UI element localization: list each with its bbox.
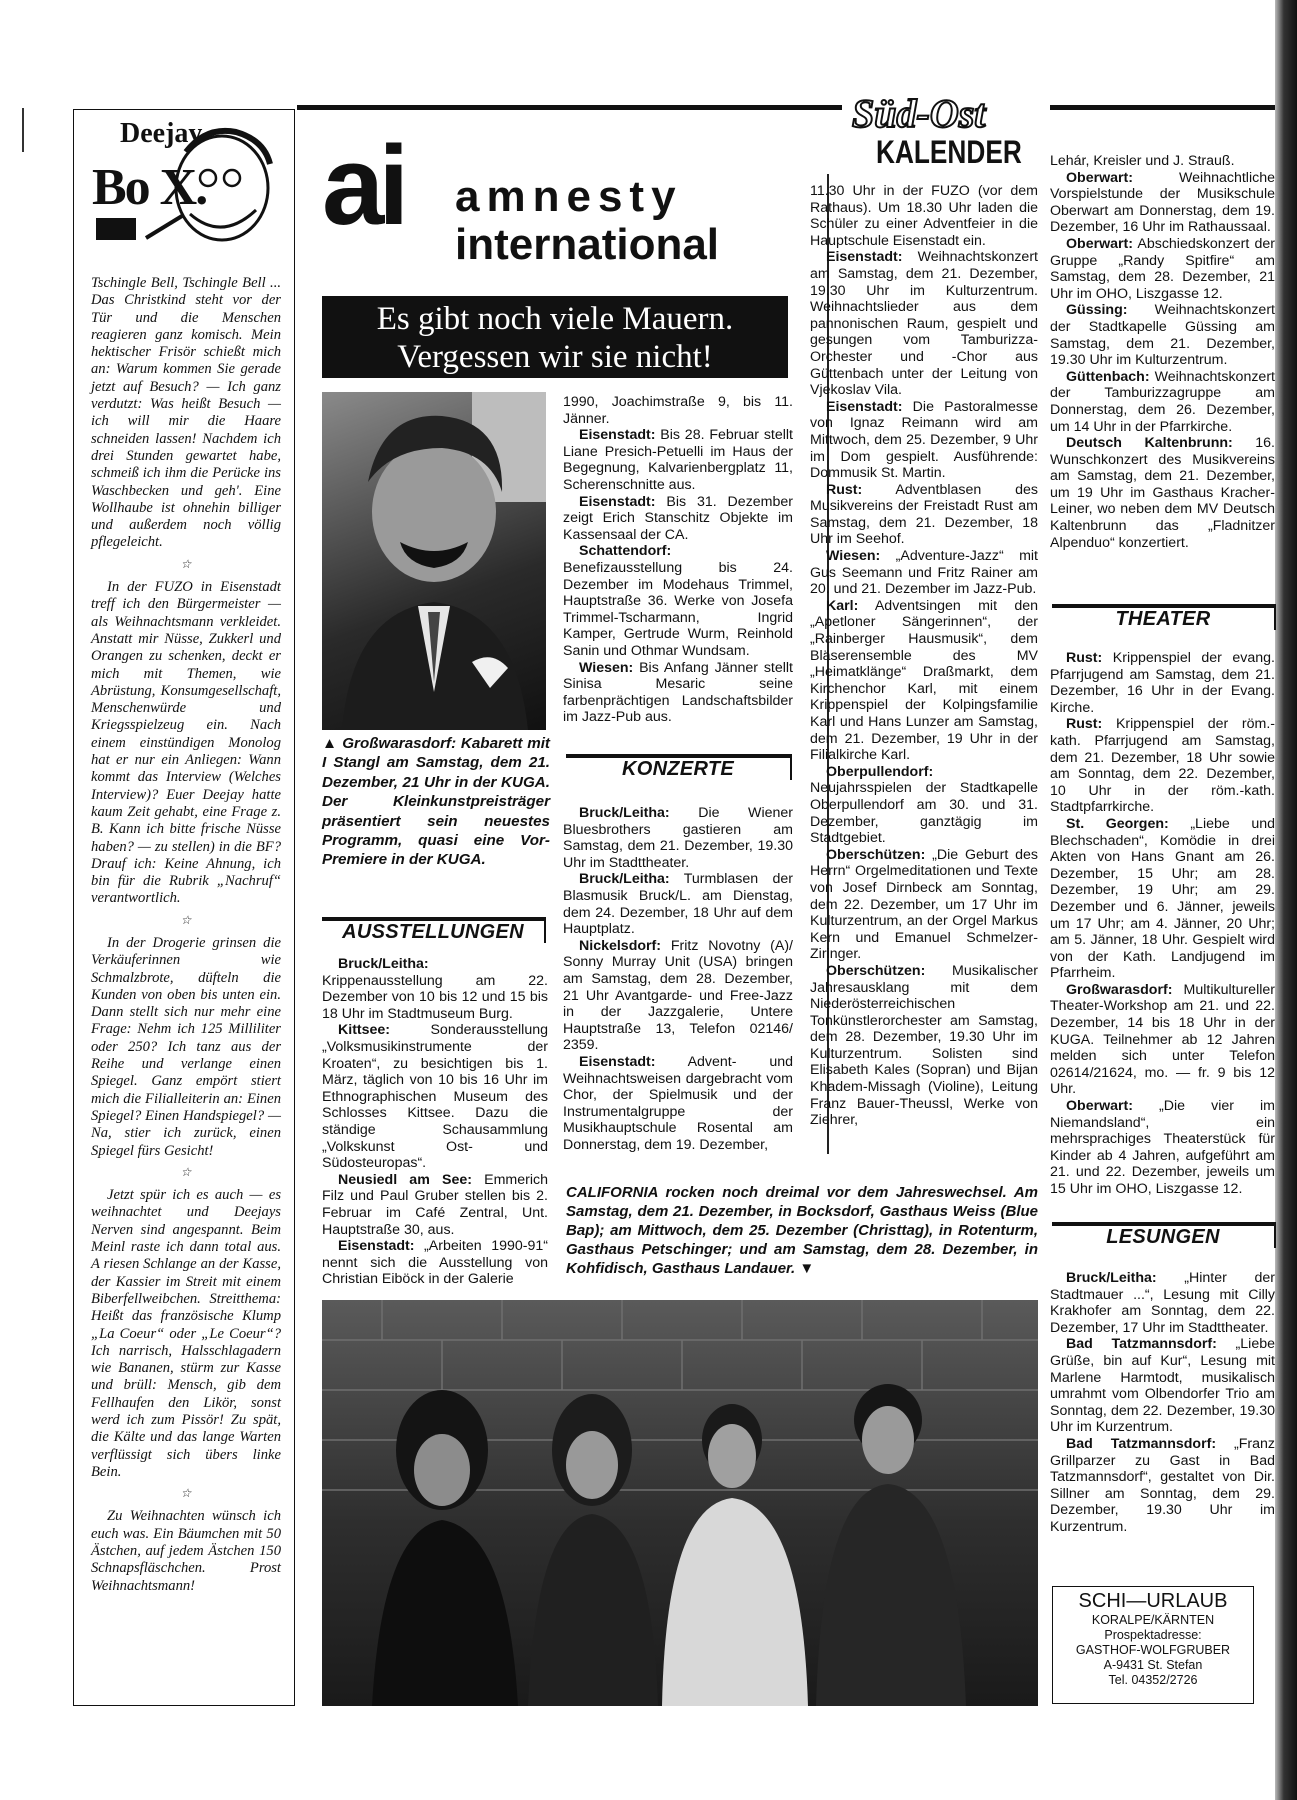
star-icon: ☆ xyxy=(180,1164,192,1179)
entry-place: Rust: xyxy=(1066,650,1103,666)
entry-place: Rust: xyxy=(1066,716,1103,733)
konzerte-title: KONZERTE xyxy=(614,758,742,781)
deejay-box-logo xyxy=(86,118,282,266)
ad-line4: Tel. 04352/2726 xyxy=(1108,1673,1198,1687)
entry-place: St. Georgen: xyxy=(1066,815,1169,832)
entry-text: Turmblasen der Blasmusik Bruck/L. am Dienstag, dem 24. Dezember, 18 Uhr auf dem Hauptplatz. xyxy=(563,871,793,938)
entry-place: Bruck/Leitha: xyxy=(579,805,670,821)
entry-place: Bruck/Leitha: xyxy=(579,871,670,888)
band-image xyxy=(322,1300,1038,1706)
entry-text: Sonderausstellung „Volksmusikinstrumente der Kroaten“, zu besichtigen bis 1. März, täglich von 10 bis 16 Uhr im Ethnographischen Museum des Schlosses Kittsee. Dazu die ständige Schausammlung „Volkskunst Ost- und Südosteuropas“. xyxy=(322,1022,548,1172)
entry-place: Bruck/Leitha: xyxy=(1066,1270,1157,1286)
entry-text: Advent- und Weihnachtsweisen dargebracht vom Chor, der Spielmusik und der Instrumentalgruppe der Musikhauptschule Rosental am Donnerstag, dem 19. Dezember, xyxy=(563,1053,793,1153)
mid-lead: 1990, Joachimstraße 9, bis 11. Jänner. xyxy=(563,394,793,427)
entry-text: Die Wiener Bluesbrothers gastieren am Samstag, dem 21. Dezember, 19.30 Uhr im Stadttheater. xyxy=(563,805,793,871)
entry-text: Fritz Novotny (A)/ Sonny Murray Unit (USA) bringen am Samstag, dem 28. Dezember, 21 Uhr Avantgarde- und Free-Jazz in der Jazzgalerie, Untere Hauptstraße 13, Telefon 02146/ 2359. xyxy=(563,937,793,1054)
amnesty-name-line1: amnesty xyxy=(455,172,683,221)
lesungen-text xyxy=(1050,1270,1275,1536)
amnesty-logo: ai xyxy=(322,123,404,248)
entry-place: Nickelsdorf: xyxy=(579,937,661,954)
deejay-paragraph: Jetzt spür ich es auch — es weihnachtet und Deejays Nerven sind angespannt. Beim Meinl raste ich dann total aus. A riesen Schlange an der Kasse, der Kassier im Streit mit einem Biberfellweibchen. Streitthema: Heißt das französische Klump „La Coeur“ oder „Le Coeur“? Ich narrisch, Halsschlagadern wie Bananen, stürm zur Kasse und brüll: Mensch, gib dem Fellhaufen den Likör, sonst werd ich zum Pissör! Zu spät, die Kälte und das lange Warten verflüssigt sich übers linke Bein. xyxy=(91,1187,281,1480)
entry-text: „Die Geburt des Herrn“ Orgelmeditationen und Texte von Josef Dirnbeck am Sonntag, dem 22. Dezember, um 17 Uhr im Kulturzentrum, an der Orgel Markus Kern und Emanuel Schmelzer-Ziringer. xyxy=(810,846,1038,963)
entry-text: „Franz Grillparzer zu Gast in Bad Tatzmannsdorf“, gestaltet von Dir. Sillner am Sonntag, dem 29. Dezember, 19.30 Uhr im Kurzentrum. xyxy=(1050,1435,1275,1535)
entry-text: „Die vier im Niemandsland“, ein mehrsprachiges Theaterstück für Kinder ab 4 Jahren, aufgeführt am 21. und 22. Dezember, jeweils um 15 Uhr im OHO, Liszgasse 12. xyxy=(1050,1098,1275,1197)
entry-text: „Liebe Grüße, bin auf Kur“, Lesung mit Marlene Harmtodt, musikalisch umrahmt vom Olbendorfer Trio am Sonntag, dem 22. Dezember, 19.30 Uhr im Kurzentrum. xyxy=(1050,1336,1275,1436)
entry-place: Güttenbach: xyxy=(1066,368,1150,385)
entry-place: Neusiedl am See: xyxy=(338,1171,472,1188)
lesungen-header xyxy=(1052,1222,1276,1248)
amnesty-banner-line1: Es gibt noch viele Mauern. xyxy=(376,301,734,337)
entry-place: Eisenstadt: xyxy=(826,398,903,415)
ausstellungen-header xyxy=(322,917,546,943)
entry-place: Oberschützen: xyxy=(826,846,926,863)
entry-text: Adventblasen des Musikvereins der Freistadt Rust am Samstag, dem 21. Dezember, 18 Uhr im Seehof. xyxy=(810,481,1038,548)
entry-text: Emmerich Filz und Paul Gruber stellen bis 2. Februar im Café Zentral, Unt. Hauptstraße 30, aus. xyxy=(322,1171,548,1238)
lesungen-title: LESUNGEN xyxy=(1098,1226,1228,1249)
col4-lead: 11.30 Uhr in der FUZO (vor dem Rathaus). Um 18.30 Uhr laden die Schüler zu einer Adventfeier in die Hauptschule Eisenstadt ein. xyxy=(810,183,1038,249)
kalender-brand xyxy=(842,92,1052,172)
col5-text xyxy=(1050,153,1275,551)
entry-place: Oberwart: xyxy=(1066,235,1134,252)
ausstellungen-title: AUSSTELLUNGEN xyxy=(334,921,532,944)
konzerte-header xyxy=(566,754,792,780)
mid-column-text xyxy=(563,394,793,726)
entry-text: Multikultureller Theater-Workshop am 21. und 22. Dezember, 14 bis 18 Uhr in der KUGA. Teilnehmer ab 12 Jahren melden sich unter Telefon 02614/21624, mo. — fr. 9 bis 12 Uhr. xyxy=(1050,981,1275,1098)
konzerte-text xyxy=(563,805,793,1153)
entry-text: Abschiedskonzert der Gruppe „Randy Spitfire“ am Samstag, dem 28. Dezember, 21 Uhr im OHO, Liszgasse 12. xyxy=(1050,235,1275,302)
deejay-logo-top: Deejay xyxy=(120,118,203,149)
entry-text: Bis 28. Februar stellt Liane Presich-Petuelli im Haus der Begegnung, Kalvarienbergplatz 11, Scherenschnitte aus. xyxy=(563,427,793,493)
entry-text: Bis Anfang Jänner stellt Sinisa Mesaric seine farbenprächtigen Landschaftsbilder im Jazz-Pub aus. xyxy=(563,659,793,726)
col5-lead: Lehár, Kreisler und J. Strauß. xyxy=(1050,153,1235,169)
kabarett-caption: ▲ Großwarasdorf: Kabarett mit I Stangl am Samstag, dem 21. Dezember, 21 Uhr in der KUGA. Der Kleinkunstpreisträger präsentiert sein neuestes Programm, quasi eine Vor-Premiere in der KUGA. xyxy=(322,735,550,869)
entry-place: Eisenstadt: xyxy=(826,249,903,266)
entry-place: Oberwart: xyxy=(1066,169,1134,186)
theater-header xyxy=(1052,604,1276,630)
theater-text xyxy=(1050,650,1275,1198)
entry-place: Schattendorf: xyxy=(579,543,672,560)
entry-place: Deutsch Kaltenbrunn: xyxy=(1066,435,1233,452)
ad-line2: GASTHOF-WOLFGRUBER xyxy=(1075,1643,1231,1657)
entry-place: Güssing: xyxy=(1066,302,1128,319)
entry-place: Oberschützen: xyxy=(826,962,926,979)
entry-text: Weihnachtskonzert der Stadtkapelle Güssing am Samstag, dem 21. Dezember, 19.30 Uhr im Kulturzentrum. xyxy=(1050,302,1275,369)
amnesty-name-line2: international xyxy=(455,220,720,269)
deejay-paragraph: In der FUZO in Eisenstadt treff ich den Bürgermeister — als Weihnachtsmann verkleidet. Anstatt mir Nüsse, Zukkerl und Orangen zu schenken, deckt er mich mit Themen, wie Abrüstung, Konsumgesellschaft, Menschenwürde und Kriegsspielzeug ein. Nach einem einstündigen Monolog hat er nur ein Anliegen: Wann kommt das Interview (Welches Interview)? Euer Deejay hatte kaum Zeit gehabt, eine Frage z. B. Kann ich bitte frische Nüsse haben? — zu stellen) in die BF? Drauf ich: Keine Ahnung, ich bin für die Rubrik „Nachruf“ verantwortlich. xyxy=(91,579,281,907)
ad-title: SCHI—URLAUB xyxy=(1078,1590,1228,1612)
page-mark xyxy=(22,108,24,152)
entry-text: Krippenausstellung am 22. Dezember von 10 bis 12 und 15 bis 18 Uhr im Stadtmuseum Burg. xyxy=(322,972,548,1022)
entry-place: Großwarasdorf: xyxy=(1066,981,1173,998)
entry-text: „Hinter der Stadtmauer ...“, Lesung mit Cilly Krakhofer am Sonntag, dem 22. Dezember, 17 Uhr im Stadttheater. xyxy=(1050,1270,1275,1336)
california-band-photo xyxy=(322,1300,1038,1706)
entry-text: Benefizausstellung bis 24. Dezember im Modehaus Trimmel, Hauptstraße 36. Werke von Josefa Trimmel-Tscharmann, Ingrid Kamper, Gertrude Wurm, Reinhold Sanin und Othmar Wundsam. xyxy=(563,559,793,659)
deejay-paragraph: Zu Weihnachten wünsch ich euch was. Ein Bäumchen mit 50 Ästchen, auf jedem Ästchen 150 Schnapsfläschchen. Prost Weihnachtsmann! xyxy=(91,1508,281,1594)
deejay-paragraph: In der Drogerie grinsen die Verkäuferinnen wie Schmalzbrote, düfteln die Kunden von oben bis unten ein. Dann stellt sich nur mehr eine Frage: Nehm ich 125 Milliliter oder 250? Ich tanz aus der Reihe und verlange einen Spiegel. Ganz empört stiert mich die Filialleiterin an: Einen Spiegel? Einen Handspiegel? — Na, stier ich zurück, einen Spiegel fürs Gesicht! xyxy=(91,934,281,1159)
entry-place: Oberwart: xyxy=(1066,1098,1134,1115)
star-icon: ☆ xyxy=(180,912,192,927)
amnesty-banner-line2: Vergessen wir sie nicht! xyxy=(397,339,713,375)
top-rule-band-right xyxy=(1050,105,1275,110)
entry-place: Bruck/Leitha: xyxy=(338,956,429,972)
deejay-logo-bottom: Bo X. xyxy=(92,159,207,216)
entry-text: „Adventure-Jazz“ mit Gus Seemann und Fritz Rainer am 20. und 21. Dezember im Jazz-Pub. xyxy=(810,548,1038,598)
entry-place: Wiesen: xyxy=(579,659,634,676)
entry-place: Wiesen: xyxy=(826,548,881,565)
entry-text: Weihnachtskonzert der Tamburizzagruppe am Donnerstag, dem 26. Dezember, um 14 Uhr in der Pfarrkirche. xyxy=(1050,368,1275,435)
star-icon: ☆ xyxy=(180,556,192,571)
top-rule-band xyxy=(297,105,842,110)
entry-place: Karl: xyxy=(826,597,859,614)
entry-text: Bis 31. Dezember zeigt Erich Stanschitz Objekte im Kassensaal der CA. xyxy=(563,493,793,543)
entry-text: Krippenspiel der röm.-kath. Pfarrjugend am Samstag, dem 21. Dezember, 18 Uhr sowie am Sonntag, dem 22. Dezember, 10 Uhr in der röm.-kath. Stadtpfarrkirche. xyxy=(1050,716,1275,816)
ad-line1: Prospektadresse: xyxy=(1104,1628,1202,1642)
entry-place: Eisenstadt: xyxy=(579,1053,656,1070)
schi-urlaub-ad xyxy=(1052,1586,1254,1704)
entry-text: Neujahrsspielen der Stadtkapelle Oberpullendorf am 30. und 31. Dezember, ganztägig im Stadtgebiet. xyxy=(810,780,1038,847)
entry-place: Kittsee: xyxy=(338,1022,391,1039)
entry-text: 16. Wunschkonzert des Musikvereins am Samstag, dem 21. Dezember, um 19 Uhr im Gasthaus Kracher-Leiner, wo neben dem MV Deutsch Kaltenbrunn das „Fladnitzer Alpenduo“ konzertiert. xyxy=(1050,435,1276,551)
entry-place: Bad Tatzmannsdorf: xyxy=(1066,1435,1217,1452)
deejay-paragraph: Tschingle Bell, Tschingle Bell ... Das Christkind steht vor der Tür und die Menschen reagieren ganz komisch. Mein hektischer Frisör schießt mich an: Warum kommen Sie gerade jetzt auf Besuch? — Ich ganz verdutzt: Was heißt Besuch — ich will mir die Haare schneiden lassen! Nachdem ich drei Stunden gewartet habe, schmeiß ich ihm die Perücke ins Waschbecken und geh'. Eine Wollhaube ist ohnehin billiger und außerdem noch völlig pflegeleicht. xyxy=(91,275,281,551)
entry-place: Eisenstadt: xyxy=(579,427,656,444)
amnesty-banner xyxy=(322,296,788,378)
kalender-brand-top: Süd-Ost xyxy=(852,91,986,136)
entry-text: Weihnachtliche Vorspielstunde der Musikschule Oberwart am Donnerstag, dem 19. Dezember, 16 Uhr im Rathaussaal. xyxy=(1050,169,1275,236)
entry-place: Eisenstadt: xyxy=(338,1238,415,1255)
entry-place: Eisenstadt: xyxy=(579,493,656,510)
entry-place: Bad Tatzmannsdorf: xyxy=(1066,1336,1217,1353)
entry-text: Krippenspiel der evang. Pfarrjugend am Samstag, dem 21. Dezember, 16 Uhr in der Evang. Kirche. xyxy=(1050,650,1275,716)
entry-text: Die Pastoralmesse von Ignaz Reimann wird am Mittwoch, dem 25. Dezember, 9 Uhr im Dom gespielt. Ausführende: Dommusik St. Martin. xyxy=(810,398,1038,482)
portrait-image xyxy=(322,392,546,730)
star-icon: ☆ xyxy=(180,1486,192,1501)
ad-subtitle: KORALPE/KÄRNTEN xyxy=(1091,1613,1215,1627)
entry-text: Weihnachtskonzert am Samstag, dem 21. Dezember, 19.30 Uhr im Kulturzentrum. Weihnachtslieder aus dem pannonischen Raum, gespielt und gesungen vom Tamburizza-Orchester und -Chor aus Güttenbach unter der Leitung von Vjekoslav Vila. xyxy=(810,249,1038,399)
entry-text: „Liebe und Blechschaden“, Komödie in drei Akten von Hans Gnant am 26. Dezember, 15 Uhr; am 28. Dezember, 19 Uhr; am 29. Dezember und 6. Jänner, jeweils um 17 Uhr; am 4. Jänner, 20 Uhr; am 5. Jänner, 18 Uhr. Gespielt wird von der Kath. Landjugend im Pfarrheim. xyxy=(1050,815,1275,982)
entry-text: Adventsingen mit den „Apetloner Sängerinnen“, der „Rainberger Hausmusik“, dem Bläserensemble des MV „Heimatklänge“ Draßmarkt, dem Kirchenchor Karl, mit einem Krippenspiel der Kolpingsfamilie Karl und Hans Lunzer am Samstag, dem 21. Dezember, 19 Uhr in der Filialkirche Karl. xyxy=(810,597,1038,764)
kabarett-photo xyxy=(322,392,546,730)
deejay-text xyxy=(91,275,281,1595)
entry-text: Musikalischer Jahresausklang mit dem Niederösterreichischen Tonkünstlerorchester am Samstag, dem 28. Dezember, 19.30 Uhr im Kulturzentrum. Solisten sind Elisabeth Kales (Sopran) und Bijan Khadem-Missagh (Violine), Leitung Franz Bauer-Theussl, Werke von Ziehrer, xyxy=(810,962,1038,1129)
kalender-brand-bottom: KALENDER xyxy=(876,134,1022,170)
theater-title: THEATER xyxy=(1107,608,1218,631)
entry-text: „Arbeiten 1990-91“ nennt sich die Ausstellung von Christian Eiböck in der Galerie xyxy=(322,1238,548,1288)
col4-text xyxy=(810,183,1038,1129)
entry-place: Rust: xyxy=(826,481,863,498)
page-edge-band xyxy=(1275,0,1297,1800)
entry-place: Oberpullendorf: xyxy=(826,763,934,780)
california-caption: CALIFORNIA rocken noch dreimal vor dem Jahreswechsel. Am Samstag, dem 21. Dezember, in Bocksdorf, Gasthaus Weiss (Blue Bap); am Mittwoch, dem 25. Dezember (Christtag), in Rotenturm, Gasthaus Petschinger; und am Samstag, dem 28. Dezember, in Kohfidisch, Gasthaus Landauer. ▼ xyxy=(566,1184,1038,1277)
ad-line3: A-9431 St. Stefan xyxy=(1103,1658,1203,1672)
ausstellungen-text xyxy=(322,956,548,1288)
